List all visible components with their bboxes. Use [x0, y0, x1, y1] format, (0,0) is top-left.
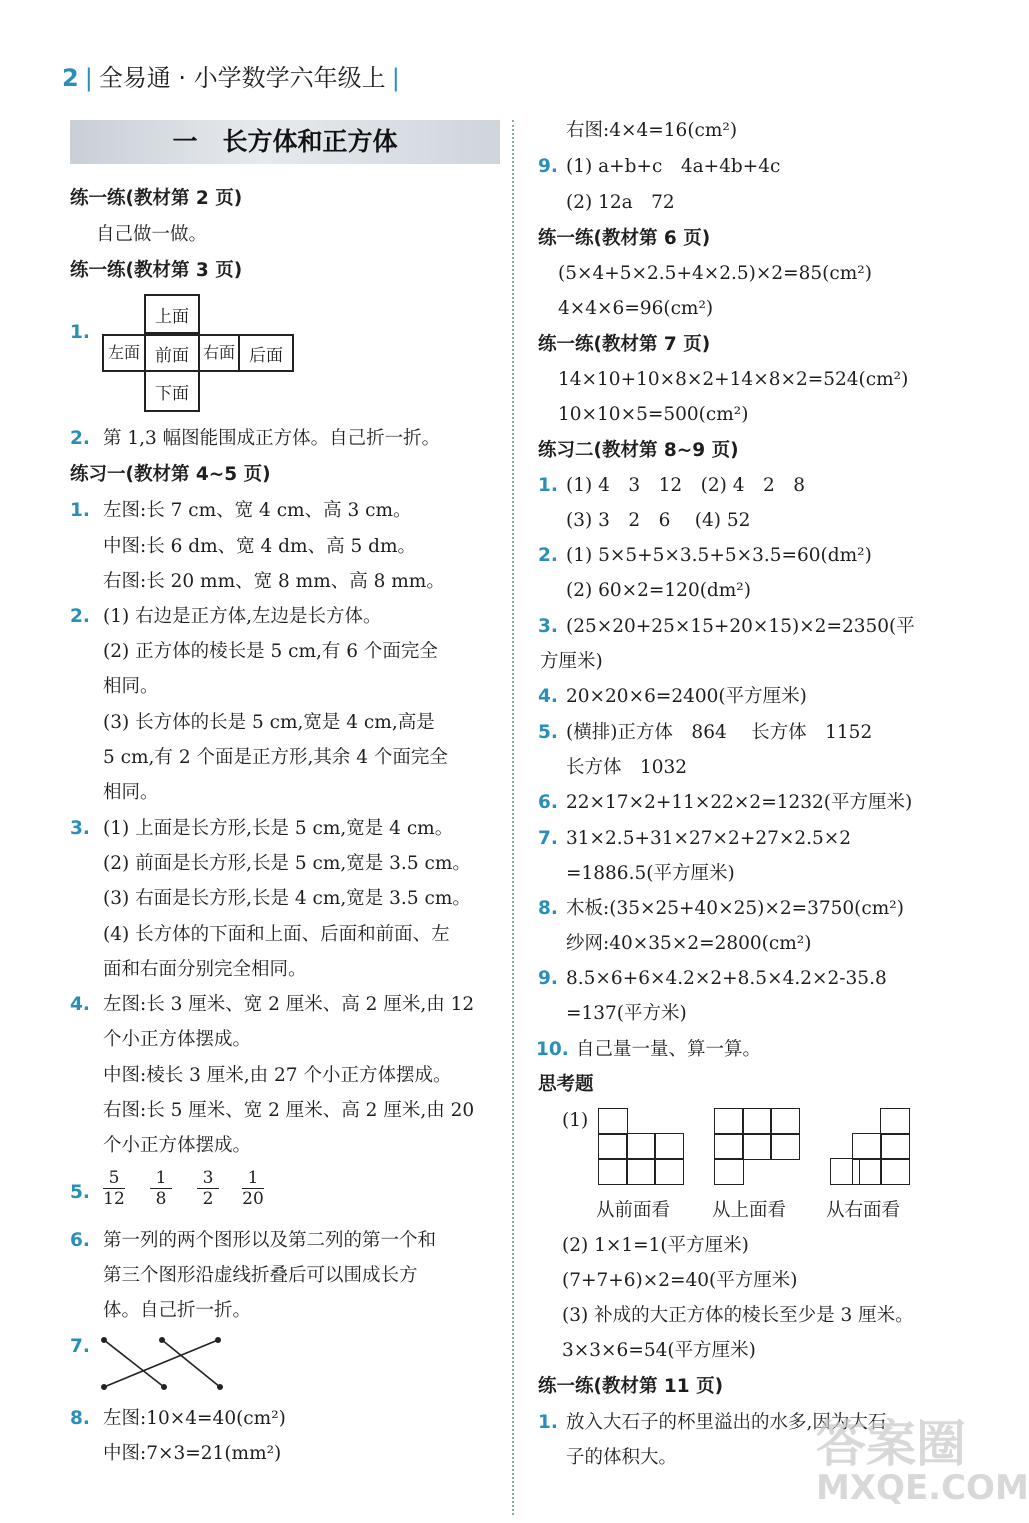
answer-text: 3×3×6=54(平方厘米) [562, 1340, 756, 1361]
answer-text: 14×10+10×8×2+14×8×2=524(cm²) [558, 369, 909, 390]
answer-text: 5 cm,有 2 个面是正方形,其余 4 个面完全 [103, 747, 448, 768]
answer-text: 纱网:40×35×2=2800(cm²) [566, 933, 812, 954]
section-heading: 练习二(教材第 8~9 页) [538, 440, 739, 461]
view-caption: 从右面看 [826, 1200, 901, 1221]
answer-text: 自己量一量、算一算。 [576, 1039, 762, 1060]
answer-text: 4×4×6=96(cm²) [558, 298, 714, 319]
matching-lines-diagram [96, 1332, 230, 1394]
question-number: 1. [538, 475, 558, 496]
section-heading: 练一练(教材第 11 页) [538, 1376, 724, 1397]
net-face-back: 后面 [238, 334, 294, 372]
answer-text: 20×20×6=2400(平方厘米) [566, 686, 807, 707]
question-number: 1. [538, 1412, 558, 1433]
view-top-diagram [714, 1108, 814, 1188]
answer-text: 31×2.5+31×27×2+27×2.5×2 [566, 828, 852, 849]
view-caption: 从上面看 [712, 1200, 787, 1221]
question-number: 1. [70, 322, 90, 343]
net-face-left: 左面 [102, 334, 146, 372]
answer-text: (1) 4 3 12 (2) 4 2 8 [566, 475, 806, 496]
net-face-top: 上面 [144, 294, 200, 334]
net-face-front: 前面 [144, 334, 200, 372]
fraction: 3 2 [197, 1168, 219, 1209]
answer-text: 放入大石子的杯里溢出的水多,因为大石 [566, 1412, 887, 1433]
chapter-title: 一 长方体和正方体 [172, 127, 398, 156]
view-right-diagram [830, 1108, 930, 1188]
answer-text: 相同。 [103, 782, 159, 803]
answer-text: 面和右面分别完全相同。 [103, 959, 307, 980]
answer-text: (2) 正方体的棱长是 5 cm,有 6 个面完全 [103, 641, 438, 662]
section-heading: 思考题 [538, 1074, 594, 1095]
answer-text: 木板:(35×25+40×25)×2=3750(cm²) [566, 898, 904, 919]
page-header: 2 | 全易通 · 小学数学六年级上 | [62, 64, 400, 92]
answer-text: (5×4+5×2.5+4×2.5)×2=85(cm²) [558, 263, 872, 284]
section-heading: 练一练(教材第 2 页) [70, 188, 243, 209]
answer-text: (2) 12a 72 [566, 192, 675, 213]
answer-text: 中图:7×3=21(mm²) [103, 1443, 282, 1464]
fraction: 5 12 [103, 1168, 125, 1209]
answer-text: 左图:长 7 cm、宽 4 cm、高 3 cm。 [103, 500, 412, 521]
question-number: 2. [538, 545, 558, 566]
question-number: 7. [70, 1336, 90, 1357]
answer-text: 中图:棱长 3 厘米,由 27 个小正方体摆成。 [103, 1065, 452, 1086]
question-number: 7. [538, 828, 558, 849]
fraction: 1 8 [150, 1168, 172, 1209]
answer-text: (2) 前面是长方形,长是 5 cm,宽是 3.5 cm。 [103, 853, 471, 874]
section-heading: 练一练(教材第 3 页) [70, 260, 243, 281]
answer-text: (25×20+25×15+20×15)×2=2350(平 [566, 616, 915, 637]
answer-text: (1) [562, 1110, 589, 1131]
question-number: 6. [538, 792, 558, 813]
watermark-logo: 答案圈 [816, 1415, 966, 1473]
answer-text: 个小正方体摆成。 [103, 1135, 252, 1156]
answer-text: 方厘米) [540, 651, 603, 672]
question-number: 9. [538, 156, 558, 177]
question-number: 1. [70, 500, 90, 521]
view-front-diagram [598, 1108, 698, 1188]
answer-text: 10×10×5=500(cm²) [558, 404, 749, 425]
section-heading: 练一练(教材第 6 页) [538, 228, 711, 249]
answer-text: (1) 右边是正方体,左边是长方体。 [103, 606, 382, 627]
answer-text: (3) 补成的大正方体的棱长至少是 3 厘米。 [562, 1305, 914, 1326]
answer-text: 8.5×6+6×4.2×2+8.5×4.2×2-35.8 [566, 968, 887, 989]
answer-text: 中图:长 6 dm、宽 4 dm、高 5 dm。 [103, 536, 416, 557]
answer-text: 右图:4×4=16(cm²) [566, 120, 738, 141]
net-face-bottom: 下面 [144, 370, 200, 412]
question-number: 8. [538, 898, 558, 919]
answer-text: 长方体 1032 [566, 757, 688, 778]
question-number: 4. [538, 686, 558, 707]
answer-text: (3) 3 2 6 (4) 52 [566, 510, 751, 531]
answer-text: =1886.5(平方厘米) [566, 863, 735, 884]
net-face-right: 右面 [198, 334, 240, 372]
question-number: 3. [538, 616, 558, 637]
answer-text: 第 1,3 幅图能围成正方体。自己折一折。 [103, 428, 441, 449]
answer-text: 第一列的两个图形以及第二列的第一个和 [103, 1230, 437, 1251]
answer-text: 22×17×2+11×22×2=1232(平方厘米) [566, 792, 913, 813]
question-number: 5. [538, 722, 558, 743]
question-number: 8. [70, 1408, 90, 1429]
question-number: 5. [70, 1182, 90, 1203]
question-number: 10. [536, 1039, 569, 1060]
page-number: 2 [62, 64, 79, 92]
watermark-url: MXQE.COM [816, 1468, 1029, 1508]
answer-text: 自己做一做。 [96, 224, 208, 245]
answer-text: =137(平方米) [566, 1003, 687, 1024]
answer-text: (2) 60×2=120(dm²) [566, 580, 751, 601]
answer-text: 右图:长 20 mm、宽 8 mm、高 8 mm。 [103, 571, 445, 592]
answer-text: (1) 上面是长方形,长是 5 cm,宽是 4 cm。 [103, 818, 454, 839]
answer-text: (3) 右面是长方形,长是 4 cm,宽是 3.5 cm。 [103, 888, 471, 909]
answer-text: 子的体积大。 [566, 1447, 678, 1468]
book-title: 全易通 · 小学数学六年级上 [98, 64, 386, 92]
answer-text: (1) a+b+c 4a+4b+4c [566, 156, 781, 177]
answer-text: 体。自己折一折。 [103, 1300, 252, 1321]
section-heading: 练一练(教材第 7 页) [538, 334, 711, 355]
question-number: 9. [538, 968, 558, 989]
answer-text: (3) 长方体的长是 5 cm,宽是 4 cm,高是 [103, 712, 435, 733]
chapter-banner [70, 120, 500, 164]
question-number: 3. [70, 818, 90, 839]
answer-text: (4) 长方体的下面和上面、后面和前面、左 [103, 924, 450, 945]
section-heading: 练习一(教材第 4~5 页) [70, 464, 271, 485]
question-number: 2. [70, 428, 90, 449]
answer-text: 相同。 [103, 676, 159, 697]
answer-text: 右图:长 5 厘米、宽 2 厘米、高 2 厘米,由 20 [103, 1100, 475, 1121]
answer-text: 第三个图形沿虚线折叠后可以围成长方 [103, 1265, 418, 1286]
view-caption: 从前面看 [596, 1200, 671, 1221]
answer-text: 个小正方体摆成。 [103, 1029, 252, 1050]
column-divider [512, 120, 514, 1515]
question-number: 2. [70, 606, 90, 627]
fraction: 1 20 [242, 1168, 264, 1209]
answer-text: (7+7+6)×2=40(平方厘米) [562, 1270, 798, 1291]
answer-text: 左图:长 3 厘米、宽 2 厘米、高 2 厘米,由 12 [103, 994, 475, 1015]
answer-text: (2) 1×1=1(平方厘米) [562, 1235, 749, 1256]
answer-text: 左图:10×4=40(cm²) [103, 1408, 286, 1429]
answer-text: (1) 5×5+5×3.5+5×3.5=60(dm²) [566, 545, 872, 566]
answer-text: (横排)正方体 864 长方体 1152 [566, 722, 873, 743]
question-number: 6. [70, 1230, 90, 1251]
question-number: 4. [70, 994, 90, 1015]
